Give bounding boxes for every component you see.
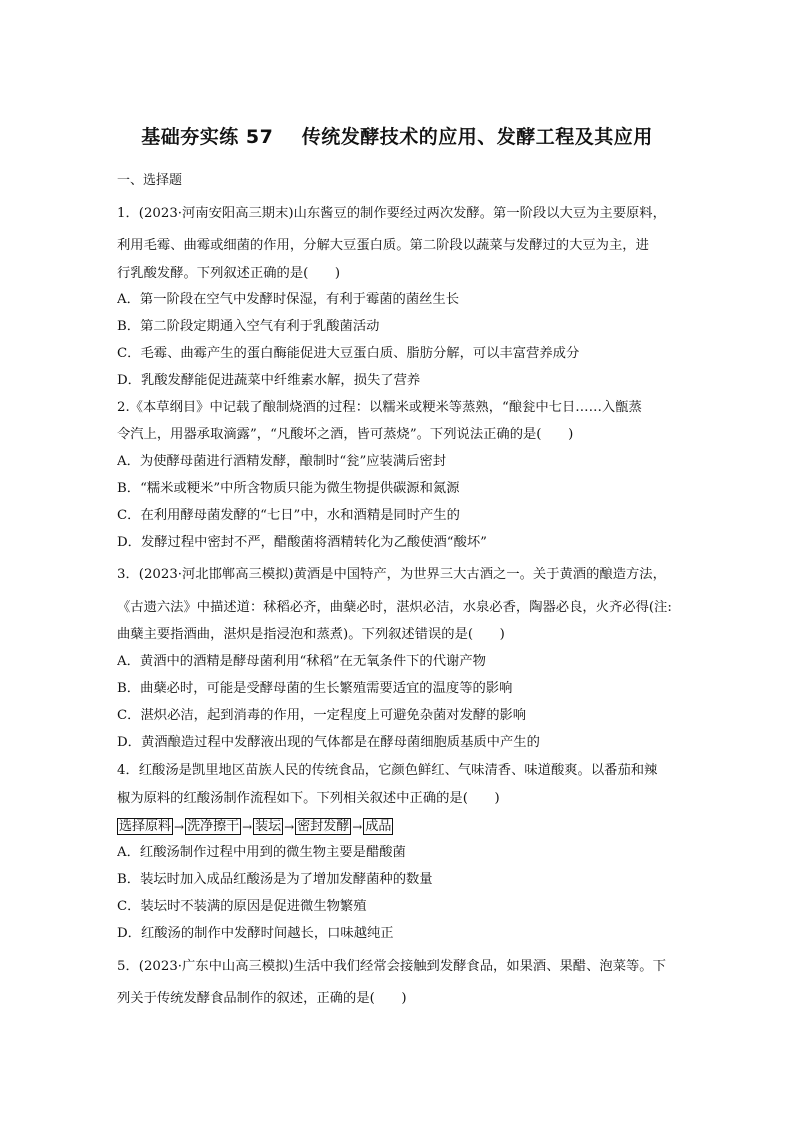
text-line: 令汽上，用器承取滴露”，“凡酸坏之酒，皆可蒸烧”。下列说法正确的是( )	[117, 427, 574, 442]
flow-step: 选择原料	[119, 819, 172, 834]
text-line: 4．红酸汤是凯里地区苗族人民的传统食品，它颜色鲜红、气味清香、味道酸爽。以番茄和辣	[117, 763, 658, 778]
option-line: C．湛炽必洁，起到消毒的作用，一定程度上可避免杂菌对发酵的影响	[117, 708, 527, 723]
option-line: B．曲蘖必时，可能是受酵母菌的生长繁殖需要适宜的温度等的影响	[117, 681, 513, 696]
text-line: 《古遗六法》中描述道：秫稻必齐，曲蘖必时，湛炽必洁，水泉必香，陶器必良，火齐必得(注:	[117, 600, 672, 615]
option-line: D．黄酒酿造过程中发酵液出现的气体都是在酵母菌细胞质基质中产生的	[117, 735, 540, 750]
option-line: A．红酸汤制作过程中用到的微生物主要是醋酸菌	[117, 845, 406, 860]
text-line: 行乳酸发酵。下列叙述正确的是( )	[117, 266, 341, 281]
option-line: B．装坛时加入成品红酸汤是为了增加发酵菌种的数量	[117, 872, 433, 887]
option-line: A．为使酵母菌进行酒精发酵，酿制时“瓮”应装满后密封	[117, 454, 447, 469]
arrow-icon: →	[242, 819, 253, 834]
text-line: 5．(2023·广东中山高三模拟)生活中我们经常会接触到发酵食品，如果酒、果醋、泡菜等。下	[117, 959, 666, 974]
option-line: B．“糯米或粳米”中所含物质只能为微生物提供碳源和氮源	[117, 481, 460, 496]
option-line: B．第二阶段定期通入空气有利于乳酸菌活动	[117, 319, 380, 334]
option-line: D．红酸汤的制作中发酵时间越长，口味越纯正	[117, 926, 394, 941]
option-line: D．乳酸发酵能促进蔬菜中纤维素水解，损失了营养	[117, 373, 421, 388]
arrow-icon: →	[284, 819, 295, 834]
option-line: C．装坛时不装满的原因是促进微生物繁殖	[117, 899, 367, 914]
option-line: D．发酵过程中密封不严，醋酸菌将酒精转化为乙酸使酒“酸坏”	[117, 535, 487, 550]
text-line: 2.《本草纲目》中记载了酿制烧酒的过程：以糯米或粳米等蒸熟，“酿瓮中七日……入甑蒸	[117, 400, 642, 415]
option-line: C．在利用酵母菌发酵的“七日”中，水和酒精是同时产生的	[117, 508, 460, 523]
arrow-icon: →	[174, 819, 185, 834]
text-line: 椒为原料的红酸汤制作流程如下。下列相关叙述中正确的是( )	[117, 791, 500, 806]
option-line: C．毛霉、曲霉产生的蛋白酶能促进大豆蛋白质、脂肪分解，可以丰富营养成分	[117, 346, 580, 361]
text-line: 曲蘖主要指酒曲，湛炽是指浸泡和蒸煮)。下列叙述错误的是( )	[117, 627, 505, 642]
option-line: A．黄酒中的酒精是酵母菌利用“秫稻”在无氧条件下的代谢产物	[117, 654, 486, 669]
text-line: 列关于传统发酵食品制作的叙述，正确的是( )	[117, 991, 407, 1006]
text-line: 利用毛霉、曲霉或细菌的作用，分解大豆蛋白质。第二阶段以蔬菜与发酵过的大豆为主，进	[117, 238, 649, 253]
flow-step: 洗净擦干	[187, 819, 240, 834]
process-flowchart	[117, 818, 393, 835]
flow-step: 装坛	[255, 819, 282, 834]
text-line: 1．(2023·河南安阳高三期末)山东酱豆的制作要经过两次发酵。第一阶段以大豆为主要原料，	[117, 206, 666, 221]
section-heading: 一、选择题	[117, 173, 183, 188]
flow-step: 成品	[365, 819, 392, 834]
flow-step: 密封发酵	[297, 819, 350, 834]
page-title: 基础夯实练 57 传统发酵技术的应用、发酵工程及其应用	[141, 126, 653, 148]
text-line: 3．(2023·河北邯郸高三模拟)黄酒是中国特产，为世界三大古酒之一。关于黄酒的酿造方法，	[117, 567, 666, 582]
arrow-icon: →	[352, 819, 363, 834]
option-line: A．第一阶段在空气中发酵时保湿，有利于霉菌的菌丝生长	[117, 292, 460, 307]
